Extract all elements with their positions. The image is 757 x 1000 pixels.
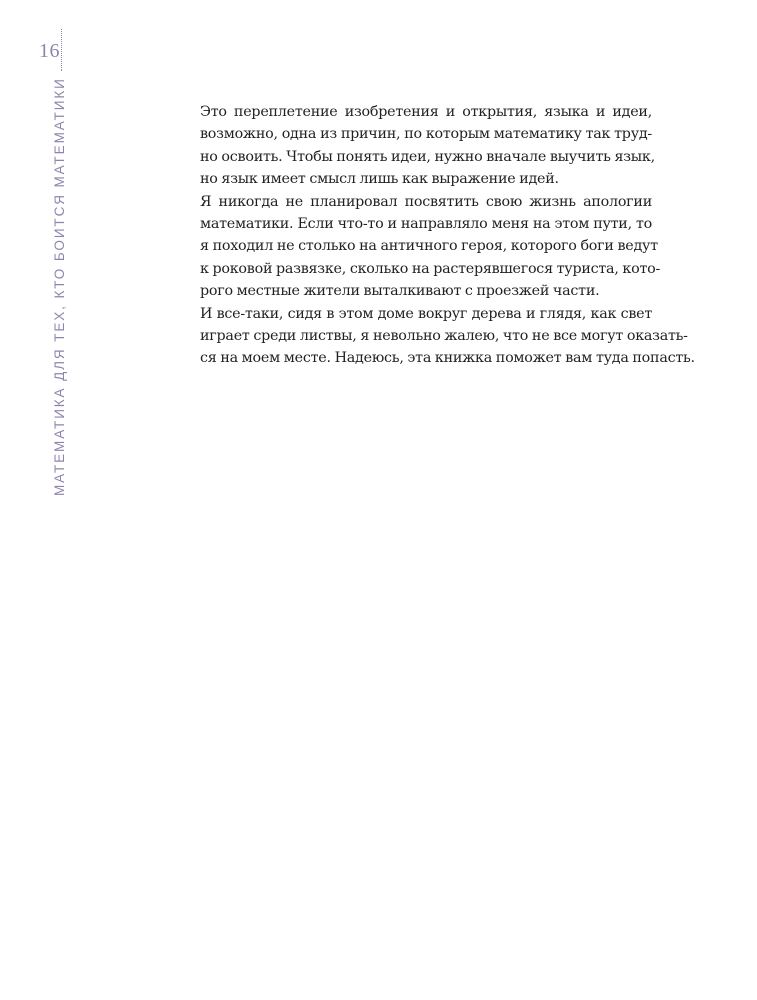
text-line: играет среди листвы, я невольно жалею, что не все могут оказать- xyxy=(200,328,688,345)
running-head-dotted-rule xyxy=(61,29,62,71)
body-text xyxy=(176,101,695,370)
text-line: И все-таки, сидя в этом доме вокруг дерева и глядя, как свет xyxy=(200,305,652,322)
text-line: рого местные жители выталкивают с проезжей части. xyxy=(200,283,600,300)
text-line: к роковой развязке, сколько на растерявшегося туриста, кото- xyxy=(200,260,661,277)
text-line: Я никогда не планировал посвятить свою жизнь апологии xyxy=(200,193,652,210)
text-line: я походил не столько на античного героя, которого боги ведут xyxy=(200,238,658,255)
page-number: 16 xyxy=(39,40,60,62)
running-head-title: МАТЕМАТИКА ДЛЯ ТЕХ, КТО БОИТСЯ МАТЕМАТИКИ xyxy=(52,77,67,496)
text-line: но освоить. Чтобы понять идеи, нужно вначале выучить язык, xyxy=(200,148,655,165)
text-line: но язык имеет смысл лишь как выражение идей. xyxy=(200,171,559,188)
paragraph-3 xyxy=(176,303,695,370)
text-line: Это переплетение изобретения и открытия, языка и идеи, xyxy=(200,104,652,120)
text-line: возможно, одна из причин, по которым математику так труд- xyxy=(200,126,652,143)
running-head xyxy=(52,77,68,496)
text-line: ся на моем месте. Надеюсь, эта книжка поможет вам туда попасть. xyxy=(200,350,695,367)
paragraph-1 xyxy=(176,101,655,191)
text-line: математики. Если что-то и направляло меня на этом пути, то xyxy=(200,216,652,233)
paragraph-2 xyxy=(176,191,661,303)
